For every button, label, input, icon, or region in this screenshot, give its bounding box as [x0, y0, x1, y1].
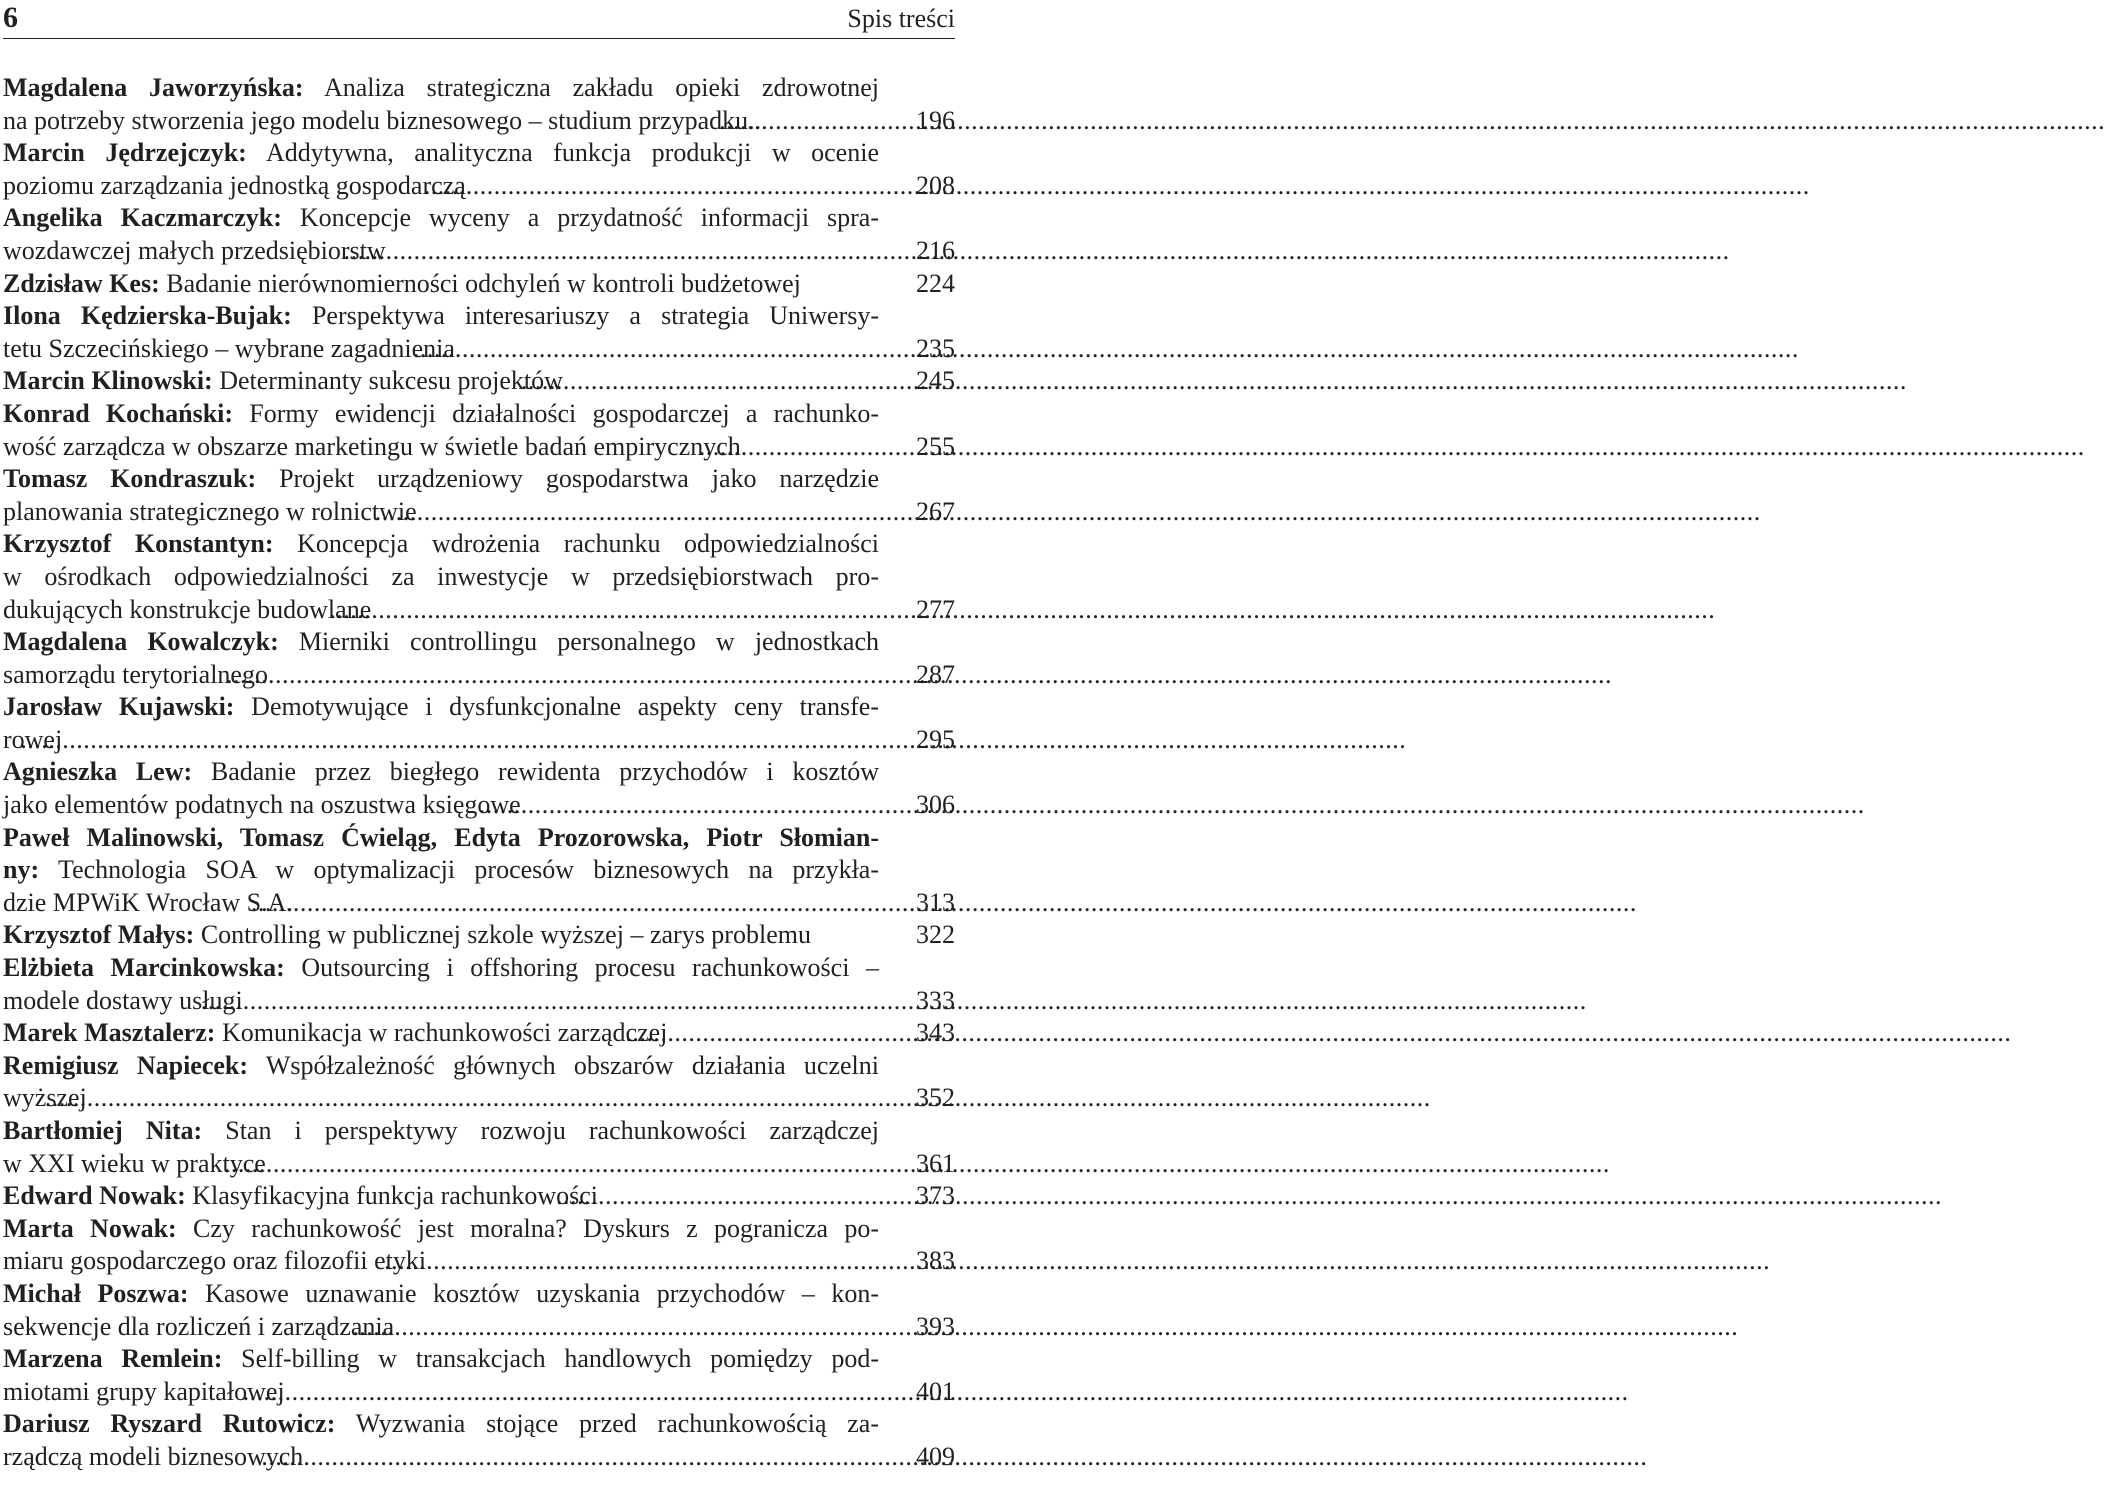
toc-author: Magdalena Jaworzyńska:: [3, 73, 304, 102]
toc-page-number: 383: [916, 1246, 955, 1276]
toc-entry: [3, 822, 955, 920]
toc-entry: [3, 1408, 955, 1473]
toc-line-text: [3, 398, 880, 431]
toc-line-text: [3, 919, 879, 952]
toc-title: miaru gospodarczego oraz filozofii etyki: [3, 1246, 427, 1276]
toc-title: modele dostawy usługi: [3, 985, 243, 1015]
toc-author: Magdalena Kowalczyk:: [3, 627, 279, 657]
toc-page-number: 373: [916, 1181, 955, 1211]
toc-leader-dots: [266, 1148, 879, 1181]
toc-author: Bartłomiej Nita:: [3, 1116, 203, 1145]
toc-title: Technologia SOA w optymalizacji procesów biznesowych na przykła-: [58, 855, 879, 885]
toc-leader-dots: [293, 887, 879, 920]
toc-title: Kasowe uznawanie kosztów uzyskania przychodów – kon-: [205, 1278, 880, 1308]
toc-line: [3, 1213, 955, 1246]
toc-line: [3, 985, 955, 1018]
toc-line: [3, 105, 955, 138]
toc-line: [3, 756, 955, 789]
toc-title: wość zarządcza w obszarze marketingu w świetle badań empirycznych: [3, 431, 741, 461]
toc-entry: [3, 756, 955, 821]
toc-line: [3, 1311, 955, 1344]
toc-title: Perspektywa interesariuszy a strategia Uniwersy-: [311, 301, 880, 331]
toc-line: [3, 1115, 955, 1148]
toc-entry: [3, 1050, 955, 1115]
toc-line-text: [3, 463, 880, 496]
toc-title: dukujących konstrukcje budowlane: [3, 594, 372, 624]
toc-line: [3, 528, 955, 561]
toc-author: Ilona Kędzierska-Bujak:: [3, 301, 292, 331]
toc-title: jako elementów podatnych na oszustwa księgowe: [3, 790, 521, 820]
toc-title: rządczą modeli biznesowych: [3, 1441, 304, 1471]
toc-line-text: [3, 756, 880, 789]
toc-line-text: [3, 1115, 880, 1148]
toc-title: samorządu terytorialnego: [3, 659, 268, 689]
toc-page-number: 409: [916, 1441, 955, 1471]
toc-author: Zdzisław Kes:: [3, 268, 160, 298]
toc-title: Klasyfikacyjna funkcja rachunkowości: [192, 1181, 598, 1211]
toc-author: Marta Nowak:: [3, 1213, 177, 1243]
toc-line: [3, 887, 955, 920]
toc-page-number: 208: [916, 170, 955, 200]
toc-line-text: [3, 235, 386, 268]
toc-entry: [3, 1278, 955, 1343]
toc-line: [3, 463, 955, 496]
toc-line: [3, 137, 955, 170]
toc-line: [3, 1050, 955, 1083]
toc-leader-dots: [285, 1376, 879, 1409]
toc-leader-dots: [741, 431, 879, 464]
toc-page-number: 277: [916, 594, 955, 624]
toc-author: Dariusz Ryszard Rutowicz:: [3, 1409, 336, 1439]
toc-title: miotami grupy kapitałowej: [3, 1376, 285, 1406]
toc-page-number: 295: [916, 724, 955, 754]
toc-line-text: [3, 1311, 395, 1344]
toc-line-text: [3, 1017, 668, 1050]
toc-title: Projekt urządzeniowy gospodarstwa jako narzędzie: [279, 464, 880, 494]
toc-leader-dots: [563, 365, 879, 398]
toc-line: [3, 1017, 955, 1050]
toc-leader-dots: [521, 789, 879, 822]
toc-line: [3, 1343, 955, 1376]
toc-author: Angelika Kaczmarczyk:: [3, 203, 282, 233]
toc-leader-dots: [303, 1441, 879, 1474]
toc-line: [3, 1148, 955, 1181]
toc-leader-dots: [371, 594, 879, 627]
toc-entry: [3, 1343, 955, 1408]
toc-author: Jarosław Kujawski:: [3, 692, 235, 722]
toc-line-text: [3, 594, 372, 627]
toc-author: Tomasz Kondraszuk:: [3, 464, 257, 494]
running-head: Spis treści: [847, 4, 955, 33]
toc-line-text: [3, 496, 417, 529]
toc-author: Krzysztof Małys:: [3, 920, 195, 950]
toc-page-number: 224: [916, 268, 955, 298]
toc-line: [3, 268, 955, 301]
toc-title: Koncepcja wdrożenia rachunku odpowiedzialności: [297, 529, 879, 559]
toc-line: [3, 300, 955, 333]
toc-leader-dots: [243, 985, 879, 1018]
toc-entry: [3, 300, 955, 365]
toc-line: [3, 398, 955, 431]
toc-line-text: [3, 789, 521, 822]
toc-leader-dots: [417, 496, 879, 529]
toc-line: [3, 1441, 955, 1474]
toc-line-text: [3, 1180, 598, 1213]
toc-line-text: [3, 170, 466, 203]
toc-line: [3, 431, 955, 464]
table-of-contents: [3, 72, 955, 1474]
toc-line: [3, 789, 955, 822]
toc-line-text: [3, 72, 879, 105]
toc-entry: [3, 72, 955, 137]
page-header: [3, 0, 955, 39]
toc-line: [3, 1278, 955, 1311]
toc-title: tetu Szczecińskiego – wybrane zagadnienia: [3, 333, 455, 363]
toc-line: [3, 235, 955, 268]
toc-title: Komunikacja w rachunkowości zarządczej: [221, 1018, 668, 1048]
toc-line: [3, 919, 955, 952]
toc-author: Marzena Remlein:: [3, 1344, 223, 1374]
toc-leader-dots: [62, 724, 879, 757]
toc-entry: [3, 1017, 955, 1050]
toc-line: [3, 854, 955, 887]
toc-line: [3, 1082, 955, 1115]
toc-title: Koncepcje wyceny a przydatność informacji spra-: [299, 203, 880, 233]
toc-leader-dots: [87, 1082, 879, 1115]
page-number: 6: [3, 1, 18, 34]
toc-page-number: 267: [916, 496, 955, 526]
toc-entry: [3, 1213, 955, 1278]
toc-line: [3, 496, 955, 529]
toc-title: sekwencje dla rozliczeń i zarządzania: [3, 1311, 395, 1341]
toc-line-text: [3, 1213, 879, 1246]
toc-line-text: [3, 822, 879, 855]
toc-leader-dots: [386, 235, 879, 268]
toc-page-number: 322: [916, 920, 955, 950]
toc-page-number: 333: [916, 985, 955, 1015]
toc-title: Badanie nierównomierności odchyleń w kontroli budżetowej: [166, 268, 801, 298]
toc-page-number: 401: [916, 1376, 955, 1406]
toc-line: [3, 365, 955, 398]
toc-title: wozdawczej małych przedsiębiorstw: [3, 235, 386, 265]
toc-title: Controlling w publicznej szkole wyższej – zarys problemu: [200, 920, 811, 950]
toc-entry: [3, 365, 955, 398]
toc-line-text: [3, 300, 880, 333]
toc-line-text: [3, 1278, 880, 1311]
toc-author: Marcin Klinowski:: [3, 366, 213, 396]
toc-entry: [3, 137, 955, 202]
toc-line: [3, 724, 955, 757]
toc-line: [3, 333, 955, 366]
toc-title: Self-billing w transakcjach handlowych pomiędzy pod-: [241, 1344, 880, 1374]
toc-title: Addytywna, analityczna funkcja produkcji w ocenie: [265, 138, 879, 168]
toc-title: Demotywujące i dysfunkcjonalne aspekty ceny transfe-: [251, 692, 879, 722]
toc-page-number: 343: [916, 1018, 955, 1048]
toc-line: [3, 952, 955, 985]
toc-title: Formy ewidencji działalności gospodarczej a rachunko-: [249, 398, 880, 428]
toc-title: Stan i perspektywy rozwoju rachunkowości zarządczej: [225, 1116, 880, 1145]
toc-author-continued: ny:: [3, 855, 40, 885]
toc-line: [3, 1376, 955, 1409]
toc-line: [3, 1180, 955, 1213]
toc-line: [3, 170, 955, 203]
toc-line: [3, 691, 955, 724]
toc-page-number: 352: [916, 1083, 955, 1113]
toc-leader-dots: [761, 105, 879, 138]
toc-leader-dots: [598, 1180, 879, 1213]
toc-line-text: [3, 1343, 880, 1376]
toc-author: Marcin Jędrzejczyk:: [3, 138, 247, 168]
toc-title: planowania strategicznego w rolnictwie: [3, 496, 417, 526]
toc-line: [3, 202, 955, 235]
toc-author: Remigiusz Napiecek:: [3, 1050, 249, 1080]
toc-author: Konrad Kochański:: [3, 398, 234, 428]
toc-line: [3, 561, 955, 594]
toc-title: w XXI wieku w praktyce: [3, 1148, 266, 1178]
toc-line-text: [3, 137, 879, 170]
toc-line-text: [3, 1050, 880, 1083]
toc-line: [3, 626, 955, 659]
toc-leader-dots: [426, 1245, 879, 1278]
toc-entry: [3, 398, 955, 463]
toc-line-text: [3, 691, 879, 724]
toc-line-text: [3, 854, 879, 887]
toc-title: rowej: [3, 724, 63, 754]
toc-page-number: 255: [916, 431, 955, 461]
toc-author: Paweł Malinowski, Tomasz Ćwieląg, Edyta Prozorowska, Piotr Słomian-: [3, 822, 879, 852]
toc-line-text: [3, 268, 879, 301]
toc-entry: [3, 952, 955, 1017]
toc-leader-dots: [394, 1311, 879, 1344]
toc-title: Mierniki controllingu personalnego w jednostkach: [298, 627, 880, 657]
toc-page-number: 361: [916, 1148, 955, 1178]
toc-entry: [3, 268, 955, 301]
toc-line-text: [3, 105, 762, 138]
toc-line-text: [3, 952, 879, 985]
toc-page-number: 393: [916, 1311, 955, 1341]
toc-line-text: [3, 528, 879, 561]
toc-line: [3, 1245, 955, 1278]
toc-line: [3, 1408, 955, 1441]
toc-title: Współzależność głównych obszarów działania uczelni: [265, 1050, 880, 1080]
toc-title: Determinanty sukcesu projektów: [219, 366, 563, 396]
toc-title: Badanie przez biegłego rewidenta przychodów i kosztów: [210, 757, 880, 787]
toc-author: Elżbieta Marcinkowska:: [3, 953, 285, 983]
toc-leader-dots: [268, 659, 879, 692]
toc-title: Czy rachunkowość jest moralna? Dyskurs z pogranicza po-: [193, 1213, 879, 1243]
toc-line-text: [3, 1245, 427, 1278]
toc-title: na potrzeby stworzenia jego modelu biznesowego – studium przypadku..: [3, 105, 762, 135]
toc-title: dzie MPWiK Wrocław S.A.: [3, 887, 293, 917]
toc-line: [3, 659, 955, 692]
toc-line: [3, 594, 955, 627]
toc-line: [3, 72, 955, 105]
toc-page-number: 313: [916, 887, 955, 917]
toc-entry: [3, 1180, 955, 1213]
toc-page-number: 287: [916, 659, 955, 689]
toc-entry: [3, 919, 955, 952]
toc-page-number: 196: [916, 105, 955, 135]
toc-author: Marek Masztalerz:: [3, 1018, 216, 1048]
toc-title: poziomu zarządzania jednostką gospodarczą: [3, 170, 466, 200]
toc-author: Michał Poszwa:: [3, 1278, 189, 1308]
toc-line-text: [3, 431, 741, 464]
toc-entry: [3, 463, 955, 528]
toc-line-text: [3, 365, 563, 398]
toc-author: Agnieszka Lew:: [3, 757, 193, 787]
toc-line: [3, 822, 955, 855]
toc-leader-dots: [455, 333, 879, 366]
toc-entry: [3, 626, 955, 691]
toc-entry: [3, 1115, 955, 1180]
toc-line-text: [3, 202, 880, 235]
toc-title: Wyzwania stojące przed rachunkowością za-: [355, 1409, 880, 1439]
toc-page-number: 306: [916, 790, 955, 820]
toc-line-text: [3, 626, 880, 659]
toc-line-text: [3, 561, 879, 594]
toc-leader-dots: [667, 1017, 879, 1050]
toc-entry: [3, 528, 955, 626]
toc-page-number: 216: [916, 235, 955, 265]
toc-title: Outsourcing i offshoring procesu rachunkowości –: [301, 953, 879, 983]
toc-title: Analiza strategiczna zakładu opieki zdrowotnej: [323, 73, 879, 102]
toc-page-number: 245: [916, 366, 955, 396]
toc-leader-dots: [466, 170, 879, 203]
toc-author: Edward Nowak:: [3, 1181, 186, 1211]
toc-title: w ośrodkach odpowiedzialności za inwestycje w przedsiębiorstwach pro-: [3, 561, 879, 591]
toc-entry: [3, 202, 955, 267]
toc-line-text: [3, 333, 455, 366]
toc-page-number: 235: [916, 333, 955, 363]
toc-line-text: [3, 1408, 880, 1441]
toc-title: wyższej: [3, 1083, 87, 1113]
toc-entry: [3, 691, 955, 756]
toc-author: Krzysztof Konstantyn:: [3, 529, 274, 559]
